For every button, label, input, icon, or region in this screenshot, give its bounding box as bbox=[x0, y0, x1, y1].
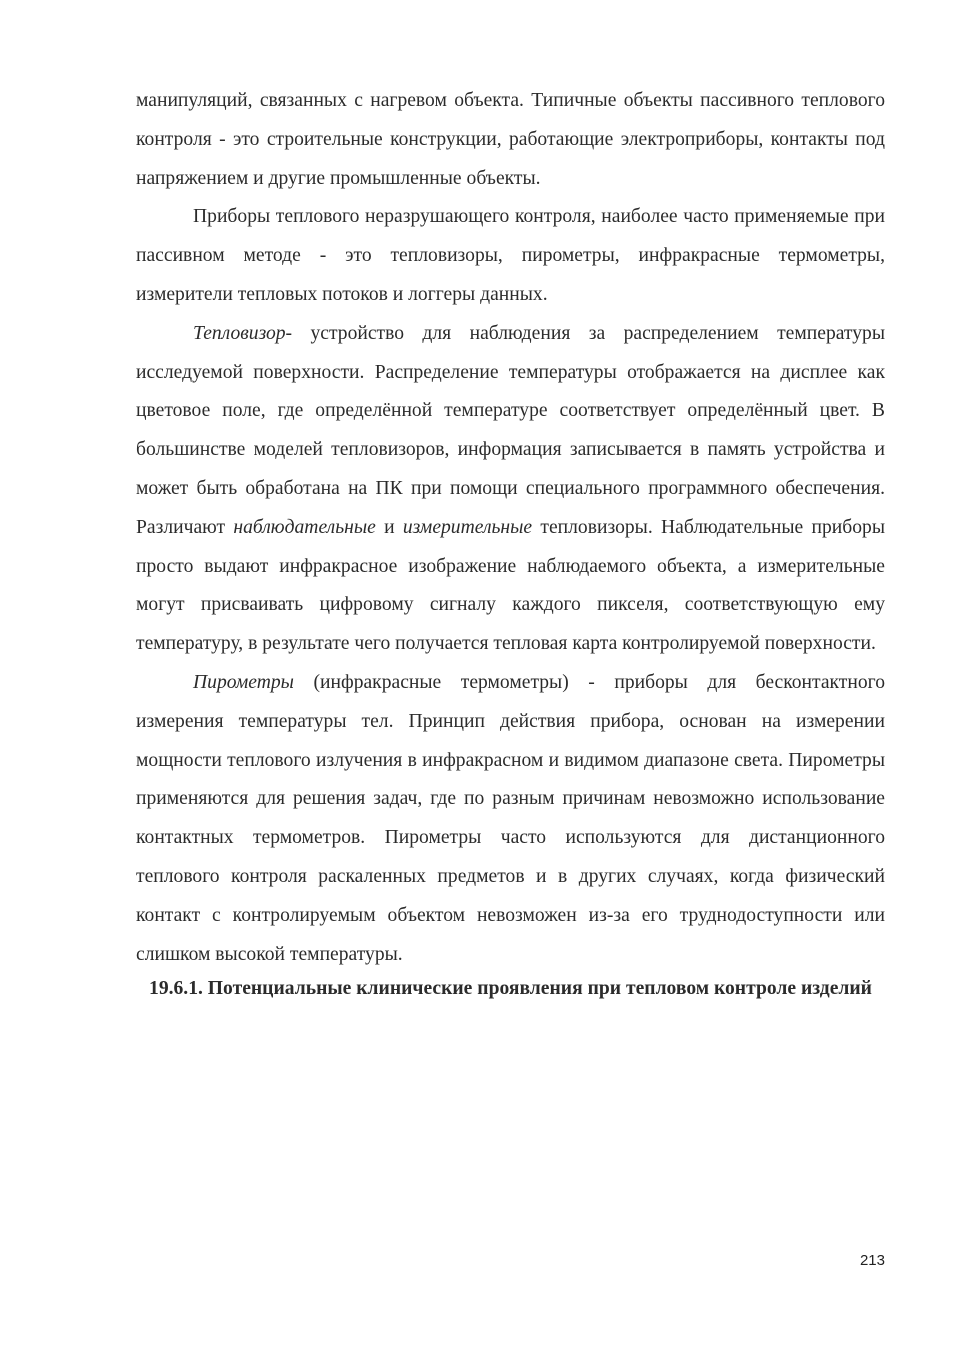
paragraph-passive-objects bbox=[136, 82, 885, 198]
paragraph-thermal-imager bbox=[136, 315, 885, 664]
paragraph-pyrometers bbox=[136, 664, 885, 974]
section-heading: 19.6.1. Потенциальные клинические проявления при тепловом контроле изделий bbox=[149, 978, 872, 1000]
paragraph-text: и bbox=[375, 516, 403, 538]
paragraph-text: (инфракрасные термометры) - приборы для бесконтактного измерения температуры тел. Принцип действия прибора, основан на измерении мощности теплового излучения в инфракрасном и видимом диапазоне света. Пирометры применяются для решения задач, где по разным причинам невозможно использование контактных термометров. Пирометры часто используются для дистанционного теплового контроля раскаленных предметов и в других случаях, когда физический контакт с контролируемым объектом невозможен из-за его труднодоступности или слишком высокой температуры. bbox=[136, 671, 885, 965]
page-number: 213 bbox=[859, 1252, 885, 1269]
term-measuring: измерительные bbox=[402, 516, 533, 538]
term-thermal-imager: Тепловизор bbox=[193, 322, 286, 344]
term-observational: наблюдательные bbox=[233, 516, 376, 538]
term-pyrometers: Пирометры bbox=[193, 671, 294, 693]
paragraph-text: Приборы теплового неразрушающего контроля, наиболее часто применяемые при пассивном методе - это тепловизоры, пирометры, инфракрасные термометры, измерители тепловых потоков и логгеры данных. bbox=[136, 206, 885, 305]
paragraph-instruments bbox=[136, 198, 885, 314]
document-page bbox=[136, 82, 885, 1001]
paragraph-text: - устройство для наблюдения за распределением температуры исследуемой поверхности. Распределение температуры отображается на дисплее как цветовое поле, где определённой температуре соответствует определённый цвет. В большинстве моделей тепловизоров, информация записывается в память устройства и может быть обработана на ПК при помощи специального программного обеспечения. Различают bbox=[136, 322, 885, 538]
paragraph-text: манипуляций, связанных с нагревом объекта. Типичные объекты пассивного теплового контроля - это строительные конструкции, работающие электроприборы, контакты под напряжением и другие промышленные объекты. bbox=[136, 90, 885, 189]
paragraph-text: тепловизоры. Наблюдательные приборы просто выдают инфракрасное изображение наблюдаемого объекта, а измерительные могут присваивать цифровому сигналу каждого пикселя, соответствующую ему температуру, в результате чего получается тепловая карта контролируемой поверхности. bbox=[136, 516, 885, 655]
